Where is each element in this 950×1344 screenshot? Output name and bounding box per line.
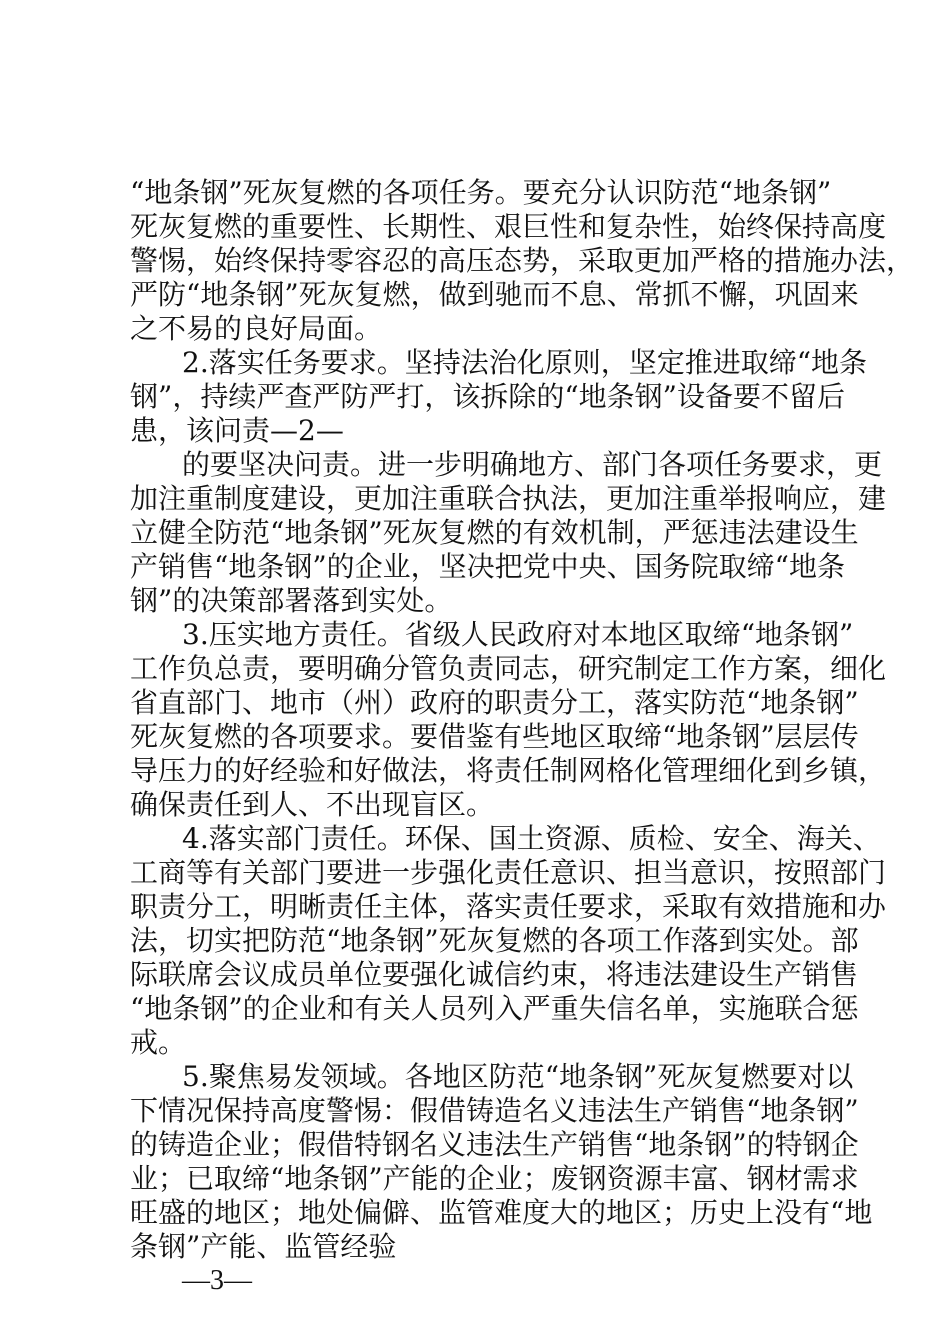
text-line: 法，切实把防范“地条钢”死灰复燃的各项工作落到实处。部 (130, 924, 859, 957)
text-line: 患，该问责—2— (130, 414, 344, 447)
text-line: 4.落实部门责任。环保、国土资源、质检、安全、海关、 (182, 822, 881, 855)
text-line: 立健全防范“地条钢”死灰复燃的有效机制，严惩违法建设生 (130, 516, 859, 549)
text-line: 钢”的决策部署落到实处。 (130, 584, 453, 617)
text-line: 2.落实任务要求。坚持法治化原则，坚定推进取缔“地条 (182, 346, 868, 379)
text-line: 3.压实地方责任。省级人民政府对本地区取缔“地条钢” (182, 618, 854, 651)
text-line: 加注重制度建设，更加注重联合执法，更加注重举报响应，建 (130, 482, 887, 515)
text-line: 之不易的良好局面。 (130, 312, 383, 345)
text-line: 5.聚焦易发领域。各地区防范“地条钢”死灰复燃要对以 (182, 1060, 854, 1093)
text-line: 下情况保持高度警惕：假借铸造名义违法生产销售“地条钢” (130, 1094, 859, 1127)
text-line: 警惕，始终保持零容忍的高压态势，采取更加严格的措施办法， (130, 244, 915, 277)
text-line: 职责分工，明晰责任主体，落实责任要求，采取有效措施和办 (130, 890, 887, 923)
page-number: —3— (182, 1265, 252, 1296)
text-line: 旺盛的地区；地处偏僻、监管难度大的地区；历史上没有“地 (130, 1196, 873, 1229)
text-line: 导压力的好经验和好做法，将责任制网格化管理细化到乡镇， (130, 754, 887, 787)
text-line: 死灰复燃的重要性、长期性、艰巨性和复杂性，始终保持高度 (130, 210, 887, 243)
text-line: “地条钢”死灰复燃的各项任务。要充分认识防范“地条钢” (130, 176, 832, 209)
text-line: 钢”，持续严查严防严打，该拆除的“地条钢”设备要不留后 (130, 380, 845, 413)
text-line: 的铸造企业；假借特钢名义违法生产销售“地条钢”的特钢企 (130, 1128, 859, 1161)
text-line: “地条钢”的企业和有关人员列入严重失信名单，实施联合惩 (130, 992, 859, 1025)
text-line: 严防“地条钢”死灰复燃，做到驰而不息、常抓不懈，巩固来 (130, 278, 859, 311)
text-line: 的要坚决问责。进一步明确地方、部门各项任务要求，更 (182, 448, 883, 481)
text-line: 产销售“地条钢”的企业，坚决把党中央、国务院取缔“地条 (130, 550, 845, 583)
text-line: 业；已取缔“地条钢”产能的企业；废钢资源丰富、钢材需求 (130, 1162, 859, 1195)
text-line: 确保责任到人、不出现盲区。 (130, 788, 495, 821)
text-line: 际联席会议成员单位要强化诚信约束，将违法建设生产销售 (130, 958, 859, 991)
text-line: 工作负总责，要明确分管负责同志，研究制定工作方案，细化 (130, 652, 887, 685)
text-line: 省直部门、地市（州）政府的职责分工，落实防范“地条钢” (130, 686, 859, 719)
text-line: 工商等有关部门要进一步强化责任意识、担当意识，按照部门 (130, 856, 887, 889)
text-line: 戒。 (130, 1026, 187, 1059)
text-line: 死灰复燃的各项要求。要借鉴有些地区取缔“地条钢”层层传 (130, 720, 859, 753)
text-line: 条钢”产能、监管经验 (130, 1230, 397, 1263)
